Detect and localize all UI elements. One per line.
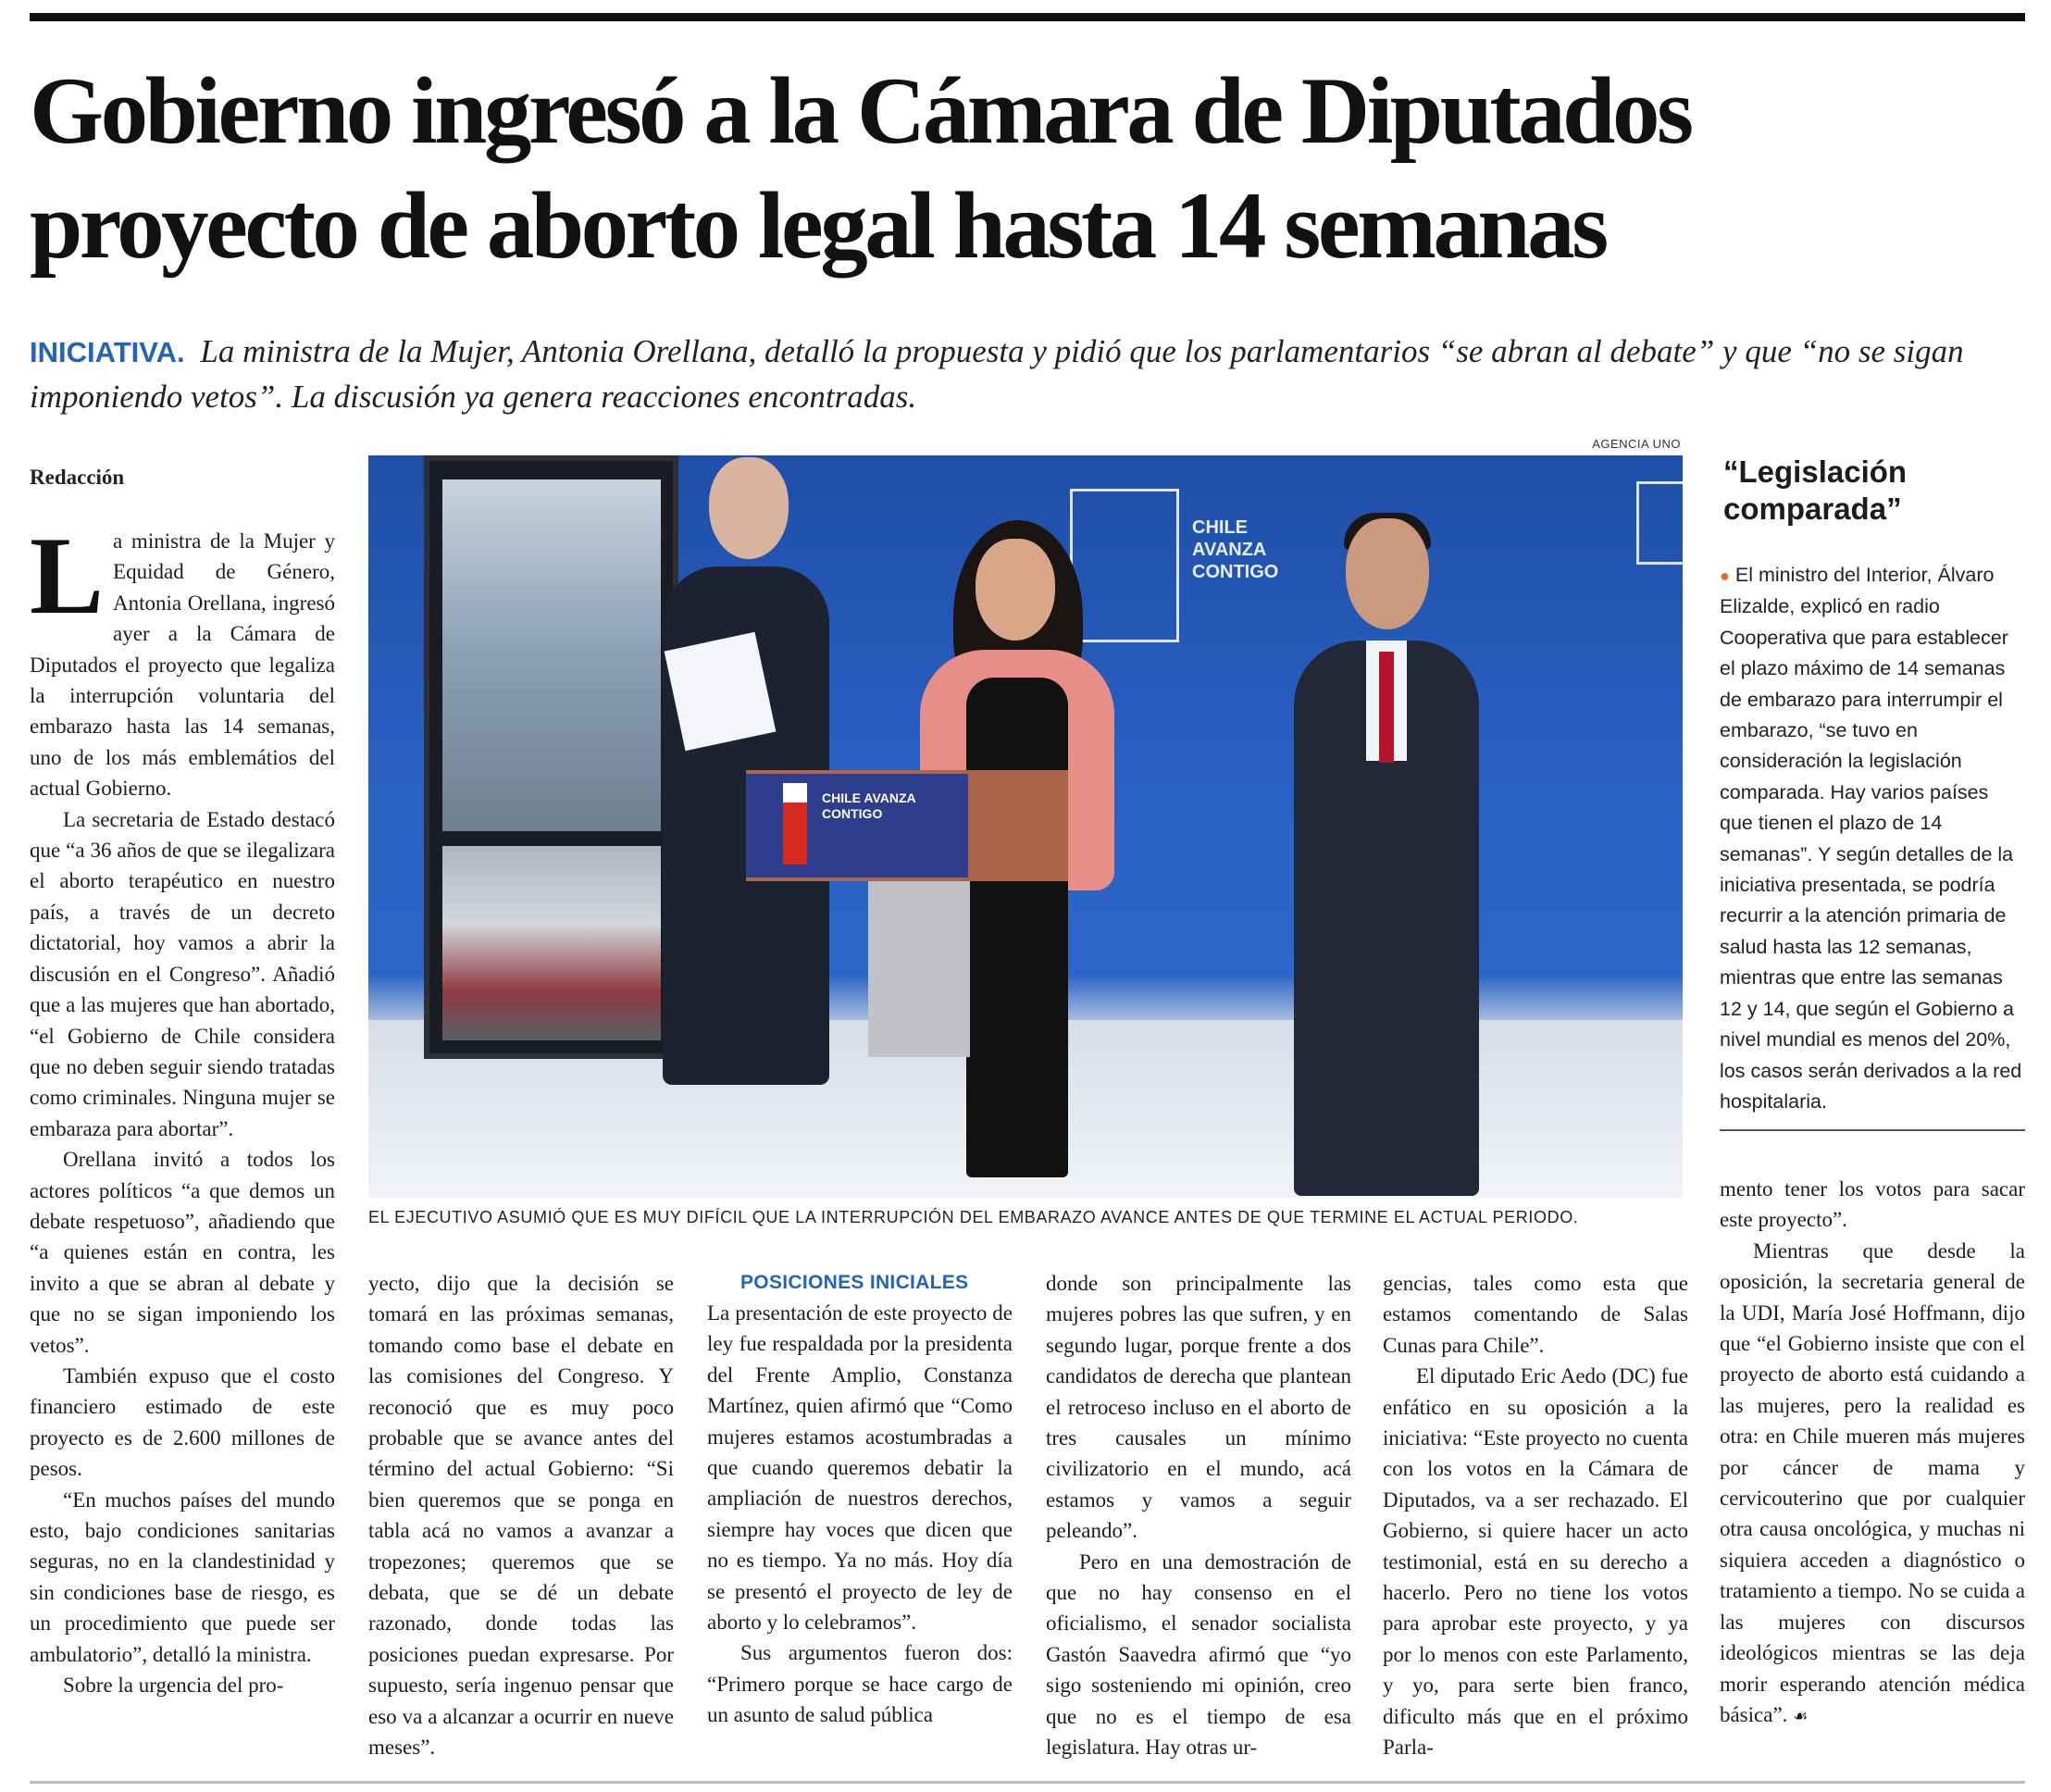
photo-caption: EL EJECUTIVO ASUMIÓ QUE ES MUY DIFÍCIL QUE LA INTERRUPCIÓN DEL EMBARAZO AVANCE ANTES DE QUE TERMINE EL ACTUAL PERIODO. bbox=[368, 1208, 1579, 1226]
paragraph-text: a ministra de la Mujer y Equidad de Género, Antonia Orellana, ingresó ayer a la Cámara de Diputados el proyecto que legaliza la interrupción voluntaria del embarazo hasta las 14 semanas, uno de los más emblemátios del actual Gobierno. bbox=[30, 529, 335, 801]
sidebar-text: El ministro del Interior, Álvaro Elizalde, explicó en radio Cooperativa que para establecer el plazo máximo de 14 semanas de embarazo para interrumpir el embarazo, “se tuvo en consideración la legislación comparada. Hay varios países que tienen el plazo de 14 semanas”. Y según detalles de la iniciativa presentada, se podría recurrir a la atención primaria de salud hasta las 12 semanas, mientras que entre las semanas 12 y 14, que según el Gobierno a nivel mundial es menos del 20%, los casos serán derivados a la red hospitalaria. bbox=[1720, 564, 2022, 1113]
paragraph: mento tener los votos para sacar este proyecto”. bbox=[1720, 1177, 2025, 1232]
end-mark-icon: ☙ bbox=[1793, 1706, 1809, 1725]
person-center-head bbox=[976, 539, 1055, 641]
person-center-vest bbox=[966, 678, 1068, 1177]
paragraph: También expuso que el costo financiero estimado de este proyecto es de 2.600 millones de pesos. bbox=[30, 1363, 335, 1481]
byline: Redacción bbox=[30, 466, 125, 489]
deck-text: La ministra de la Mujer, Antonia Orellana, detalló la propuesta y pidió que los parlamentarios “se abran al debate” y que “no se sigan imponiendo vetos”. La discusión ya genera reacciones encontradas. bbox=[30, 333, 1964, 415]
headline bbox=[30, 54, 2029, 283]
paragraph: gencias, tales como esta que estamos comentando de Salas Cunas para Chile”. bbox=[1383, 1272, 1688, 1357]
deck-kicker: INICIATIVA. bbox=[30, 336, 185, 368]
drop-cap: L bbox=[30, 514, 105, 637]
news-photo bbox=[368, 455, 1683, 1198]
sidebar-title: “Legislación comparada” bbox=[1723, 454, 1908, 526]
paragraph bbox=[1720, 1236, 2025, 1733]
person-right-head bbox=[1346, 518, 1429, 629]
backdrop-slogan: CHILE AVANZA CONTIGO bbox=[1192, 517, 1279, 582]
chile-flag-icon bbox=[783, 783, 807, 865]
podium-stand bbox=[868, 881, 970, 1057]
paragraph bbox=[30, 514, 335, 804]
article-column-5 bbox=[1383, 1268, 1688, 1763]
sidebar-divider bbox=[1720, 1129, 2025, 1131]
paragraph: La secretaria de Estado destacó que “a 36 años de que se ilegalizara el aborto terapéutico en nuestro país, a través de un decreto dictatorial, hoy vamos a abrir la discusión en el Congreso”. Añadió que a las mujeres que han abortado, “el Gobierno de Chile considera que no deben seguir siendo tratadas como criminales. Ninguna mujer se embaraza para abortar”. bbox=[30, 807, 335, 1140]
paragraph: “En muchos países del mundo esto, bajo condiciones sanitarias seguras, no en la clandestinidad y sin condiciones base de riesgo, es un procedimiento que puede ser ambulatorio”, detalló la ministra. bbox=[30, 1487, 335, 1666]
sidebar-body bbox=[1720, 560, 2027, 1117]
article-column-6 bbox=[1720, 1174, 2025, 1732]
article-column-1 bbox=[30, 514, 335, 1700]
bullet-icon: ● bbox=[1720, 566, 1730, 585]
section-subhead: POSICIONES INICIALES bbox=[740, 1272, 969, 1293]
headline-line-2: proyecto de aborto legal hasta 14 semanas bbox=[30, 173, 1606, 279]
government-logo bbox=[1070, 489, 1179, 642]
deck bbox=[30, 330, 2025, 419]
person-left-head bbox=[709, 457, 789, 559]
article-column-4 bbox=[1046, 1268, 1351, 1763]
paragraph: yecto, dijo que la decisión se tomará en las próximas semanas, tomando como base el debate en las comisiones del Congreso. Y reconoció que es muy poco probable que se avance antes del término del actual Gobierno: “Si bien queremos que se ponga en tabla acá no vamos a avanzar a tropezones; queremos que se debata, que se dé un debate razonado, donde todas las posiciones puedan expresarse. Por supuesto, sería ingenuo pensar que eso va a alcanzar a ocurrir en nueve meses”. bbox=[368, 1272, 674, 1760]
top-rule bbox=[30, 13, 2025, 21]
podium-slogan: CHILE AVANZA CONTIGO bbox=[822, 790, 916, 821]
podium-sign bbox=[746, 774, 968, 877]
paragraph: donde son principalmente las mujeres pobres las que sufren, y en segundo lugar, porque frente a dos candidatos de derecha que plantean el retroceso incluso en el aborto de tres causales un mínimo civilizatorio en el mundo, acá estamos y vamos a seguir peleando”. bbox=[1046, 1272, 1351, 1543]
paragraph: Pero en una demostración de que no hay consenso en el oficialismo, el senador socialista Gastón Saavedra afirmó que “yo sigo sosteniendo mi opinión, creo que no es el tiempo de esa legislatura. Hay otras ur- bbox=[1046, 1549, 1351, 1760]
article-column-3 bbox=[707, 1268, 1013, 1731]
photo-train-image bbox=[442, 846, 661, 1040]
paragraph: La presentación de este proyecto de ley fue respaldada por la presidenta del Frente Amplio, Constanza Martínez, quien afirmó que “Como mujeres estamos acostumbradas a que cuando queremos debatir la ampliación de nuestros derechos, siempre hay voces que dicen que no es tiempo. Ya no más. Hoy día se presentó el proyecto de ley de aborto y lo celebramos”. bbox=[707, 1301, 1013, 1635]
bottom-rule bbox=[30, 1781, 2025, 1784]
government-logo-right bbox=[1636, 481, 1683, 565]
person-right-tie bbox=[1379, 652, 1394, 763]
photo-credit: AGENCIA UNO bbox=[1592, 437, 1681, 451]
paragraph: Orellana invitó a todos los actores políticos “a que demos un debate respetuoso”, añadiendo que “a quienes están en contra, les invito a que se abran al debate y que no se sigan imponiendo los vetos”. bbox=[30, 1148, 335, 1357]
article-column-2 bbox=[368, 1268, 674, 1763]
paragraph-text: Mientras que desde la oposición, la secretaria general de la UDI, María José Hoffmann, dijo que “el Gobierno insiste que con el proyecto de aborto está cuidando a las mujeres, pero la realidad es otra: en Chile mueren más mujeres por cáncer de mama y cervicouterino que por cualquier otra causa oncológica, y muchas ni siquiera acceden a diagnóstico o tratamiento a tiempo. No se cuida a las mujeres con discursos ideológicos mientras se las deja morir esperando atención médica básica”. bbox=[1720, 1238, 2025, 1726]
photo-display-panel bbox=[424, 455, 678, 1059]
photo-family-image bbox=[442, 479, 661, 831]
paragraph: El diputado Eric Aedo (DC) fue enfático en su oposición a la iniciativa: “Este proyecto no cuenta con los votos en la Cámara de Diputados, va a ser rechazado. El Gobierno, si quiere hacer un acto testimonial, está en su derecho a hacerlo. Pero no tiene los votos para aprobar este proyecto, y ya por lo menos con este Parlamento, y yo, para serte bien franco, dificulto más que en el próximo Parla- bbox=[1383, 1364, 1688, 1760]
paragraph: Sobre la urgencia del pro- bbox=[63, 1674, 284, 1698]
headline-line-1: Gobierno ingresó a la Cámara de Diputados bbox=[30, 58, 1691, 164]
paragraph: Sus argumentos fueron dos: “Primero porque se hace cargo de un asunto de salud pública bbox=[707, 1641, 1013, 1727]
